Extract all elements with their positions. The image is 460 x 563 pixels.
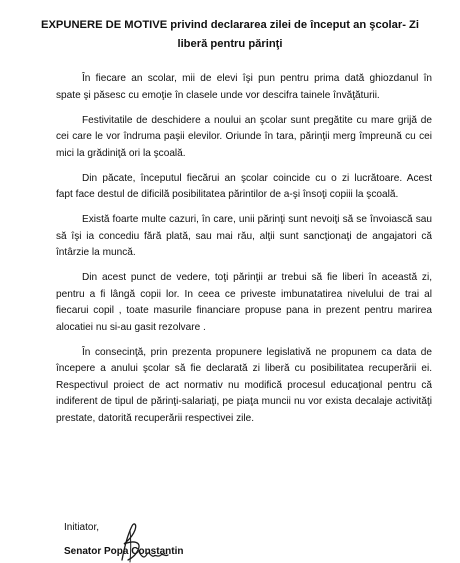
paragraph-3	[56, 171, 432, 204]
paragraph-line: întârzie la muncă.	[56, 247, 136, 258]
paragraph-2	[56, 113, 432, 163]
paragraph-line: Respectivul proiect de act normativ nu modifică procesul educaţional pentru că	[56, 379, 432, 391]
signature-name: Senator Popa Constantin	[64, 546, 184, 557]
paragraph-line: mici la grădiniţă ori la şcoală.	[56, 147, 186, 159]
document-body	[56, 71, 432, 436]
signature-role: Initiator,	[64, 522, 100, 533]
paragraph-line: prestate, datorită recuperării respectivei zile.	[56, 412, 255, 424]
paragraph-1	[56, 71, 432, 104]
paragraph-line: Din acest punct de vedere, toţi părinţii ar trebui să fie liberi în această zi,	[82, 272, 432, 283]
paragraph-line: pentru a fi lângă copii lor. In ceea ce priveste imbunatatirea nivelului de trai al	[56, 288, 432, 300]
paragraph-line: începere a anului şcolar să fie declarată zi liberă cu posibilitatea recuperării ei.	[56, 363, 432, 374]
paragraph-6	[56, 345, 432, 428]
title-line-1: EXPUNERE DE MOTIVE privind declararea zilei de început an şcolar- Zi	[41, 19, 419, 31]
paragraph-4	[56, 212, 432, 262]
paragraph-line: Există foarte multe cazuri, în care, unii părinţi sunt nevoiţi să se învoiască sau	[82, 214, 432, 225]
paragraph-line: fiecarui copil , toate masurile financiare propuse pana in prezent pentru marirea	[56, 305, 432, 316]
paragraph-line: indiferent de tipul de părinţi-salariaţi, pe piaţa muncii nu vor exista decalaje activităţi	[56, 396, 432, 407]
paragraph-line: Din păcate, începutul fiecărui an şcolar coincide cu o zi lucrătoare. Acest	[82, 172, 432, 184]
signature-block	[64, 520, 183, 560]
paragraph-line: să îşi ia concediu fără plată, sau mai rău, alţii sunt sancţionaţi de angajatori că	[56, 230, 432, 242]
paragraph-line: spate şi păsesc cu emoţie în clasele unde vor descifra tainele învăţăturii.	[56, 89, 380, 101]
title-line-2: liberă pentru părinţi	[177, 38, 283, 50]
paragraph-line: fapt face destul de dificilă posibilitatea părintilor de a-şi însoţi copiii la şcoală.	[56, 189, 399, 200]
paragraph-line: În consecinţă, prin prezenta propunere legislativă ne propunem ca data de	[82, 346, 432, 358]
paragraph-line: alocatiei nu si-au gasit rezolvare .	[56, 321, 206, 333]
paragraph-5	[56, 270, 432, 336]
document-title	[28, 16, 432, 54]
paragraph-line: În fiecare an scolar, mii de elevi îşi pun pentru prima dată ghiozdanul în	[82, 73, 432, 84]
paragraph-line: cei care le vor îndruma paşii elevilor. Oriunde în tara, părinţii merg împreună cu cei	[56, 131, 432, 142]
paragraph-line: Festivitatile de deschidere a noului an şcolar sunt pregătite cu mare grijă de	[82, 114, 432, 126]
